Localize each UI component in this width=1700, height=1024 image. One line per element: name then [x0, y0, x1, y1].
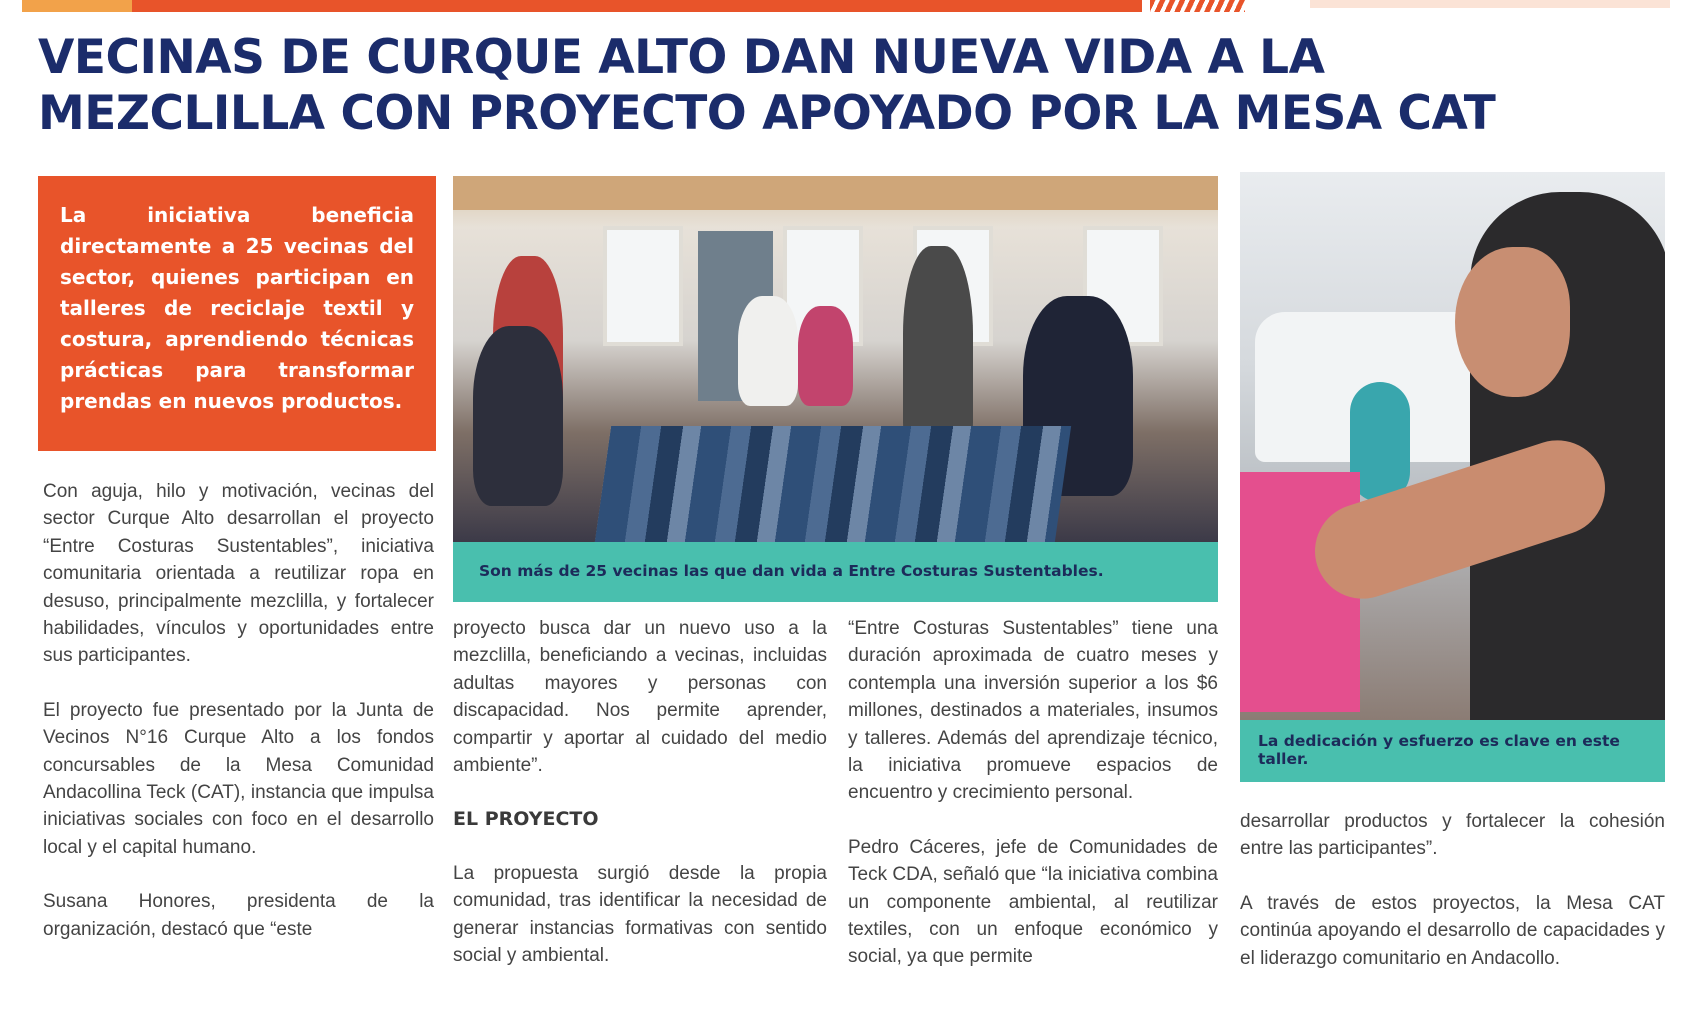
article-paragraph: proyecto busca dar un nuevo uso a la mezclilla, beneficiando a vecinas, incluidas adultas mayores y personas con discapacidad. Nos permite aprender, compartir y aportar al cuidado del medio ambiente”. [453, 618, 827, 777]
photo-window [603, 226, 683, 346]
top-accent-bar-light [22, 0, 132, 12]
workshop-photo [453, 176, 1218, 542]
top-right-decoration [1310, 0, 1670, 8]
article-paragraph: Susana Honores, presidenta de la organización, destacó que “este [43, 891, 434, 940]
top-hatch-decoration [1150, 0, 1245, 12]
article-column-2 [453, 615, 827, 969]
article-column-4 [1240, 808, 1665, 972]
article-column-1 [43, 478, 434, 943]
article-paragraph: Con aguja, hilo y motivación, vecinas del sector Curque Alto desarrollan el proyecto “Entre Costuras Sustentables”, iniciativa comunitaria orientada a reutilizar ropa en desuso, principalmente mezclilla, y fortalecer habilidades, vínculos y oportunidades entre sus participantes. [43, 481, 434, 667]
photo-person [738, 296, 798, 406]
article-paragraph: Pedro Cáceres, jefe de Comunidades de Teck CDA, señaló que “la iniciativa combina un componente ambiental, al reutilizar textiles, con un enfoque económico y social, ya que permite [848, 836, 1218, 968]
workshop-photo-caption: Son más de 25 vecinas las que dan vida a Entre Costuras Sustentables. [453, 542, 1218, 602]
top-accent-bar [22, 0, 1142, 12]
article-paragraph: El proyecto fue presentado por la Junta de Vecinos N°16 Curque Alto a los fondos concursables de la Mesa Comunidad Andacollina Teck (CAT), instancia que impulsa iniciativas sociales con foco en el desarrollo local y el capital humano. [43, 699, 434, 858]
article-column-3 [848, 615, 1218, 971]
seamstress-photo-caption: La dedicación y esfuerzo es clave en este taller. [1240, 720, 1665, 782]
lead-text: La iniciativa beneficia directamente a 25 vecinas del sector, quienes participan en talleres de reciclaje textil y costura, aprendiendo técnicas prácticas para transformar prendas en nuevos productos. [60, 203, 414, 413]
seamstress-photo [1240, 172, 1665, 720]
photo-ceiling [453, 176, 1218, 210]
article-headline [38, 30, 1658, 142]
article-paragraph: La propuesta surgió desde la propia comunidad, tras identificar la necesidad de generar instancias formativas con sentido social y ambiental. [453, 862, 827, 967]
headline-line-1: VECINAS DE CURQUE ALTO DAN NUEVA VIDA A LA [38, 30, 1325, 85]
seamstress-face [1455, 247, 1570, 397]
article-paragraph: desarrollar productos y fortalecer la cohesión entre las participantes”. [1240, 811, 1665, 860]
article-paragraph: “Entre Costuras Sustentables” tiene una duración aproximada de cuatro meses y contempla una inversión superior a los $6 millones, destinados a materiales, insumos y talleres. Además del aprendizaje técnico, la iniciativa promueve espacios de encuentro y crecimiento personal. [848, 618, 1218, 804]
photo-person [798, 306, 853, 406]
section-heading: EL PROYECTO [453, 808, 599, 831]
photo-person [473, 326, 563, 506]
lead-box [38, 176, 436, 451]
headline-line-2: MEZCLILLA CON PROYECTO APOYADO POR LA MESA CAT [38, 86, 1496, 141]
photo-table [595, 426, 1071, 542]
article-paragraph: A través de estos proyectos, la Mesa CAT continúa apoyando el desarrollo de capacidades y el liderazgo comunitario en Andacollo. [1240, 892, 1665, 969]
